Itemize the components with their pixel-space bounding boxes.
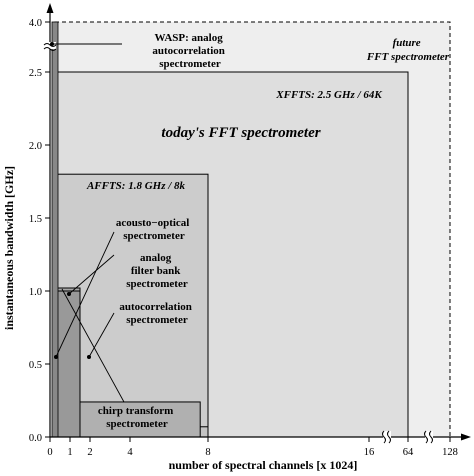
y-tick-label: 1.5 xyxy=(28,214,42,225)
y-tick-label: 1.0 xyxy=(28,287,42,298)
y-axis-arrow xyxy=(47,3,54,13)
wasp-label: WASP: analog autocorrelation spectrometer xyxy=(152,32,225,70)
xffts-label: XFFTS: 2.5 GHz / 64K xyxy=(276,89,382,101)
y-tick-label: 4.0 xyxy=(28,18,42,29)
y-tick-label: 2.5 xyxy=(28,68,42,79)
chirp-transform-label: chirp transform spectrometer xyxy=(97,405,174,430)
autocorrelation-label: autocorrelation spectrometer xyxy=(119,301,192,326)
y-tick-label: 0.5 xyxy=(28,360,42,371)
x-tick-label: 8 xyxy=(205,447,211,458)
x-tick-label: 16 xyxy=(363,447,375,458)
x-tick-label: 64 xyxy=(402,447,414,458)
x-tick-label: 0 xyxy=(47,447,53,458)
x-tick-label: 2 xyxy=(87,447,93,458)
x-tick-label: 1 xyxy=(67,447,73,458)
y-tick-label: 0.0 xyxy=(28,433,42,444)
x-axis-title: number of spectral channels [x 1024] xyxy=(168,458,358,472)
affts-label: AFFTS: 1.8 GHz / 8k xyxy=(86,180,186,192)
x-axis-break-2 xyxy=(425,431,434,443)
y-tick-label: 2.0 xyxy=(28,141,42,152)
acousto-optical-label: acousto−optical spectrometer xyxy=(115,217,190,242)
x-tick-label: 128 xyxy=(442,447,458,458)
wasp-region xyxy=(52,22,58,437)
filter-bank-label: analog filter bank spectrometer xyxy=(126,252,188,290)
x-axis-break-1 xyxy=(383,431,392,443)
x-axis-arrow xyxy=(461,434,471,441)
future-fft-label: future FFT spectrometer xyxy=(366,37,450,63)
today-fft-label: today's FFT spectrometer xyxy=(161,125,321,141)
y-axis-title: instantaneous bandwidth [GHz] xyxy=(2,165,16,331)
x-tick-label: 4 xyxy=(127,447,133,458)
